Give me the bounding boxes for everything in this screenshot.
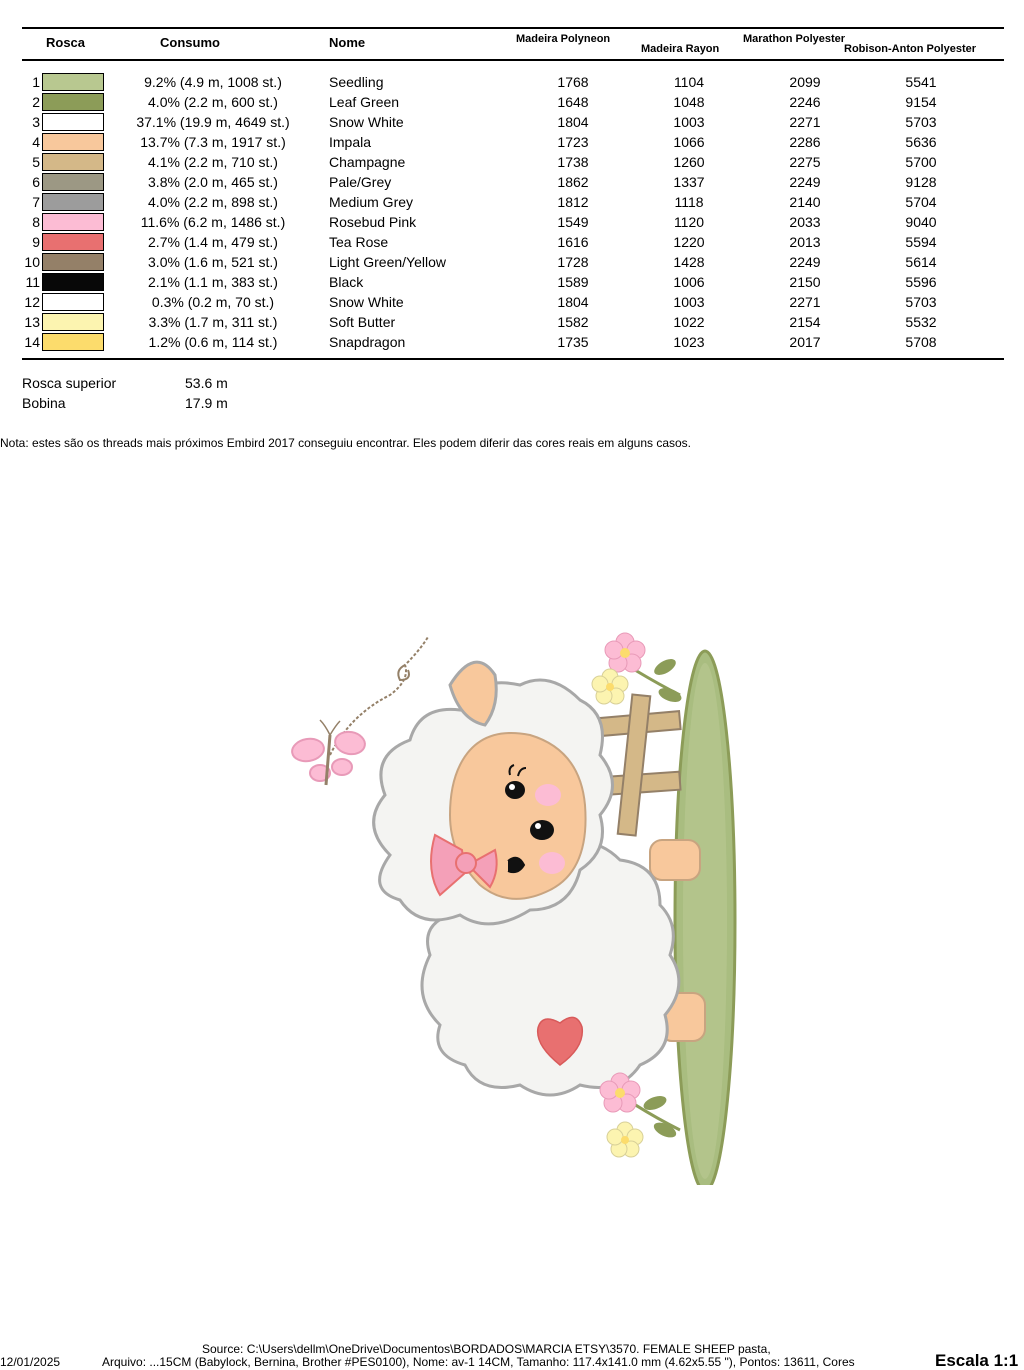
row-madeira-rayon: 1220 (673, 234, 705, 250)
row-index: 7 (32, 194, 40, 210)
sheep-face (450, 733, 586, 899)
row-index: 8 (32, 214, 40, 230)
row-consumo: 3.8% (2.0 m, 465 st.) (148, 174, 278, 190)
row-nome: Snow White (329, 294, 404, 310)
sheep-embroidery-artwork (280, 625, 750, 1185)
row-nome: Pale/Grey (329, 174, 392, 190)
row-nome: Tea Rose (329, 234, 389, 250)
row-consumo: 11.6% (6.2 m, 1486 st.) (140, 214, 286, 230)
header-madeira-polyneon: Madeira Polyneon (516, 33, 611, 45)
row-madeira-polyneon: 1648 (557, 94, 589, 110)
sheep-leg-upper (650, 840, 700, 880)
row-madeira-rayon: 1260 (673, 154, 705, 170)
rosca-superior-label: Rosca superior (22, 375, 117, 391)
row-madeira-rayon: 1006 (673, 274, 705, 290)
row-index: 2 (32, 94, 40, 110)
row-marathon: 2013 (789, 234, 821, 250)
color-swatch (42, 273, 104, 291)
row-nome: Seedling (329, 74, 384, 90)
eye-lower (530, 820, 554, 840)
table-header-rule (22, 59, 1004, 61)
row-madeira-polyneon: 1723 (557, 134, 589, 150)
row-madeira-rayon: 1003 (673, 114, 705, 130)
row-robison: 5703 (905, 114, 937, 130)
row-madeira-polyneon: 1812 (557, 194, 589, 210)
row-consumo: 2.1% (1.1 m, 383 st.) (148, 274, 278, 290)
row-consumo: 37.1% (19.9 m, 4649 st.) (136, 114, 290, 130)
row-index: 13 (24, 314, 40, 330)
row-madeira-polyneon: 1582 (557, 314, 589, 330)
footer-scale: Escala 1:1 (935, 1351, 1019, 1370)
color-swatch (42, 313, 104, 331)
table-row (0, 152, 1024, 172)
thread-note: Nota: estes são os threads mais próximos Embird 2017 conseguiu encontrar. Eles podem diferir das cores reais em alguns casos. (0, 436, 692, 450)
row-consumo: 4.0% (2.2 m, 898 st.) (148, 194, 278, 210)
eye-upper (505, 781, 525, 799)
row-madeira-polyneon: 1768 (557, 74, 589, 90)
row-index: 3 (32, 114, 40, 130)
row-index: 5 (32, 154, 40, 170)
row-marathon: 2271 (789, 114, 821, 130)
row-marathon: 2249 (789, 254, 821, 270)
row-consumo: 1.2% (0.6 m, 114 st.) (148, 334, 278, 350)
row-robison: 5700 (905, 154, 937, 170)
row-madeira-rayon: 1337 (673, 174, 705, 190)
row-consumo: 2.7% (1.4 m, 479 st.) (148, 234, 278, 250)
row-marathon: 2033 (789, 214, 821, 230)
row-robison: 5541 (905, 74, 937, 90)
table-row (0, 132, 1024, 152)
color-swatch (42, 133, 104, 151)
row-marathon: 2150 (789, 274, 821, 290)
row-index: 1 (32, 74, 40, 90)
table-row (0, 292, 1024, 312)
row-index: 6 (32, 174, 40, 190)
table-top-rule (22, 27, 1004, 29)
table-row (0, 92, 1024, 112)
table-row (0, 212, 1024, 232)
row-madeira-polyneon: 1862 (557, 174, 589, 190)
row-nome: Light Green/Yellow (329, 254, 447, 270)
row-madeira-polyneon: 1738 (557, 154, 589, 170)
footer-date: 12/01/2025 (0, 1355, 61, 1369)
row-index: 4 (32, 134, 40, 150)
row-madeira-polyneon: 1728 (557, 254, 589, 270)
thread-table-body (0, 72, 1024, 352)
row-robison: 5596 (905, 274, 937, 290)
row-consumo: 4.1% (2.2 m, 710 st.) (148, 154, 278, 170)
row-madeira-rayon: 1104 (673, 74, 705, 90)
footer-source: Source: C:\Users\dellm\OneDrive\Documentos\BORDADOS\MARCIA ETSY\3570. FEMALE SHEEP pasta, (202, 1342, 771, 1356)
row-robison: 5614 (905, 254, 937, 270)
table-row (0, 252, 1024, 272)
row-madeira-polyneon: 1735 (557, 334, 589, 350)
header-robison-anton: Robison-Anton Polyester (844, 43, 977, 55)
header-madeira-rayon: Madeira Rayon (641, 43, 720, 55)
table-row (0, 192, 1024, 212)
row-madeira-rayon: 1120 (673, 214, 705, 230)
header-nome: Nome (329, 35, 366, 50)
table-bottom-rule (22, 358, 1004, 360)
row-madeira-polyneon: 1589 (557, 274, 589, 290)
table-row (0, 272, 1024, 292)
table-row (0, 312, 1024, 332)
bobina-value: 17.9 m (185, 395, 228, 411)
row-marathon: 2099 (789, 74, 821, 90)
row-madeira-rayon: 1022 (673, 314, 705, 330)
color-swatch (42, 253, 104, 271)
row-consumo: 9.2% (4.9 m, 1008 st.) (144, 74, 282, 90)
row-marathon: 2249 (789, 174, 821, 190)
row-marathon: 2271 (789, 294, 821, 310)
row-index: 12 (24, 294, 40, 310)
row-nome: Soft Butter (329, 314, 396, 330)
row-madeira-polyneon: 1549 (557, 214, 589, 230)
color-swatch (42, 153, 104, 171)
row-index: 11 (25, 274, 40, 290)
row-madeira-polyneon: 1616 (557, 234, 589, 250)
row-index: 10 (24, 254, 40, 270)
row-index: 14 (24, 334, 40, 350)
footer-arquivo: Arquivo: ...15CM (Babylock, Bernina, Brother #PES0100), Nome: av-1 14CM, Tamanho: 117.4x141.0 mm (4.62x5.55 "), Pontos: 13611, Cores (102, 1355, 855, 1369)
row-robison: 5636 (905, 134, 937, 150)
row-consumo: 13.7% (7.3 m, 1917 st.) (140, 134, 286, 150)
row-robison: 5704 (905, 194, 937, 210)
row-madeira-rayon: 1023 (673, 334, 705, 350)
color-swatch (42, 293, 104, 311)
header-marathon-polyester: Marathon Polyester (743, 33, 846, 45)
row-consumo: 3.0% (1.6 m, 521 st.) (148, 254, 278, 270)
header-consumo: Consumo (160, 35, 220, 50)
table-row (0, 112, 1024, 132)
table-row (0, 332, 1024, 352)
row-nome: Rosebud Pink (329, 214, 417, 230)
row-nome: Snow White (329, 114, 404, 130)
row-marathon: 2246 (789, 94, 821, 110)
row-nome: Black (329, 274, 364, 290)
row-consumo: 3.3% (1.7 m, 311 st.) (148, 314, 278, 330)
row-madeira-rayon: 1048 (673, 94, 705, 110)
table-row (0, 72, 1024, 92)
row-nome: Impala (329, 134, 372, 150)
table-row (0, 172, 1024, 192)
color-swatch (42, 173, 104, 191)
color-swatch (42, 333, 104, 351)
cheek-lower (539, 852, 565, 874)
bottom-flowers (600, 1073, 680, 1157)
row-robison: 5708 (905, 334, 937, 350)
rosca-superior-value: 53.6 m (185, 375, 228, 391)
row-nome: Champagne (329, 154, 406, 170)
row-nome: Snapdragon (329, 334, 406, 350)
cheek-upper (535, 784, 561, 806)
row-consumo: 4.0% (2.2 m, 600 st.) (148, 94, 278, 110)
row-robison: 9040 (905, 214, 937, 230)
table-row (0, 232, 1024, 252)
row-madeira-rayon: 1003 (673, 294, 705, 310)
row-marathon: 2154 (789, 314, 821, 330)
row-nome: Medium Grey (329, 194, 414, 210)
row-madeira-rayon: 1428 (673, 254, 705, 270)
row-consumo: 0.3% (0.2 m, 70 st.) (151, 294, 275, 310)
row-marathon: 2275 (789, 154, 821, 170)
row-marathon: 2140 (789, 194, 821, 210)
row-marathon: 2286 (789, 134, 821, 150)
row-robison: 9128 (905, 174, 937, 190)
color-swatch (42, 93, 104, 111)
color-swatch (42, 233, 104, 251)
color-swatch (42, 73, 104, 91)
row-robison: 9154 (905, 94, 937, 110)
row-madeira-polyneon: 1804 (557, 294, 589, 310)
header-rosca: Rosca (46, 35, 86, 50)
row-robison: 5594 (905, 234, 937, 250)
row-madeira-rayon: 1118 (674, 194, 704, 210)
row-marathon: 2017 (789, 334, 821, 350)
bobina-label: Bobina (22, 395, 66, 411)
row-robison: 5703 (905, 294, 937, 310)
color-swatch (42, 213, 104, 231)
color-swatch (42, 113, 104, 131)
color-swatch (42, 193, 104, 211)
row-madeira-polyneon: 1804 (557, 114, 589, 130)
row-robison: 5532 (905, 314, 937, 330)
row-index: 9 (32, 234, 40, 250)
top-flowers (592, 633, 683, 705)
row-nome: Leaf Green (329, 94, 400, 110)
row-madeira-rayon: 1066 (673, 134, 705, 150)
